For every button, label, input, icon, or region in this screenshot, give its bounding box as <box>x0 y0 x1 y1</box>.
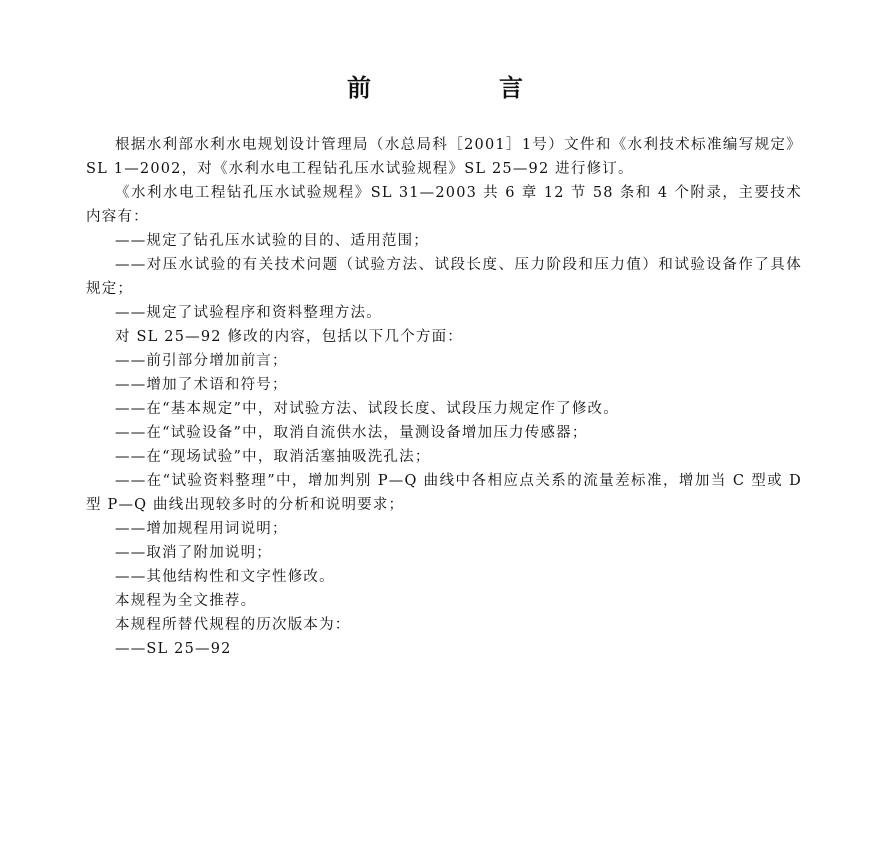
paragraph: 根据水利部水利水电规划设计管理局（水总局科［2001］1号）文件和《水利技术标准编写规定》SL 1—2002，对《水利水电工程钻孔压水试验规程》SL 25—92 进行修订。 <box>86 137 802 177</box>
paragraph: ——其他结构性和文字性修改。 <box>115 569 335 585</box>
paragraph: 本规程为全文推荐。 <box>115 593 257 609</box>
page-title: 前 言 <box>347 74 575 102</box>
paragraph: 《水利水电工程钻孔压水试验规程》SL 31—2003 共 6 章 12 节 58 条和 4 个附录，主要技术内容有： <box>86 185 802 225</box>
paragraph: ——取消了附加说明； <box>115 545 272 561</box>
paragraph: ——增加规程用词说明； <box>115 521 288 537</box>
paragraph: 对 SL 25—92 修改的内容，包括以下几个方面： <box>115 329 463 345</box>
paragraph: ——规定了钻孔压水试验的目的、适用范围； <box>115 233 429 249</box>
paragraph: ——前引部分增加前言； <box>115 353 288 369</box>
paragraph: ——在“基本规定”中，对试验方法、试段长度、试段压力规定作了修改。 <box>115 401 619 417</box>
paragraph: ——在“现场试验”中，取消活塞抽吸洗孔法； <box>115 449 431 465</box>
paragraph: ——增加了术语和符号； <box>115 377 288 393</box>
paragraph: ——在“试验资料整理”中，增加判别 P—Q 曲线中各相应点关系的流量差标准，增加当 C 型或 D 型 P—Q 曲线出现较多时的分析和说明要求； <box>86 473 808 513</box>
paragraph: ——SL 25—92 <box>115 641 232 657</box>
paragraph: ——在“试验设备”中，取消自流供水法，量测设备增加压力传感器； <box>115 425 588 441</box>
paragraph: ——对压水试验的有关技术问题（试验方法、试段长度、压力阶段和压力值）和试验设备作了具体规定； <box>86 257 802 297</box>
paragraph: 本规程所替代规程的历次版本为： <box>115 617 351 633</box>
paragraph: ——规定了试验程序和资料整理方法。 <box>115 305 382 321</box>
body-text <box>86 133 808 661</box>
